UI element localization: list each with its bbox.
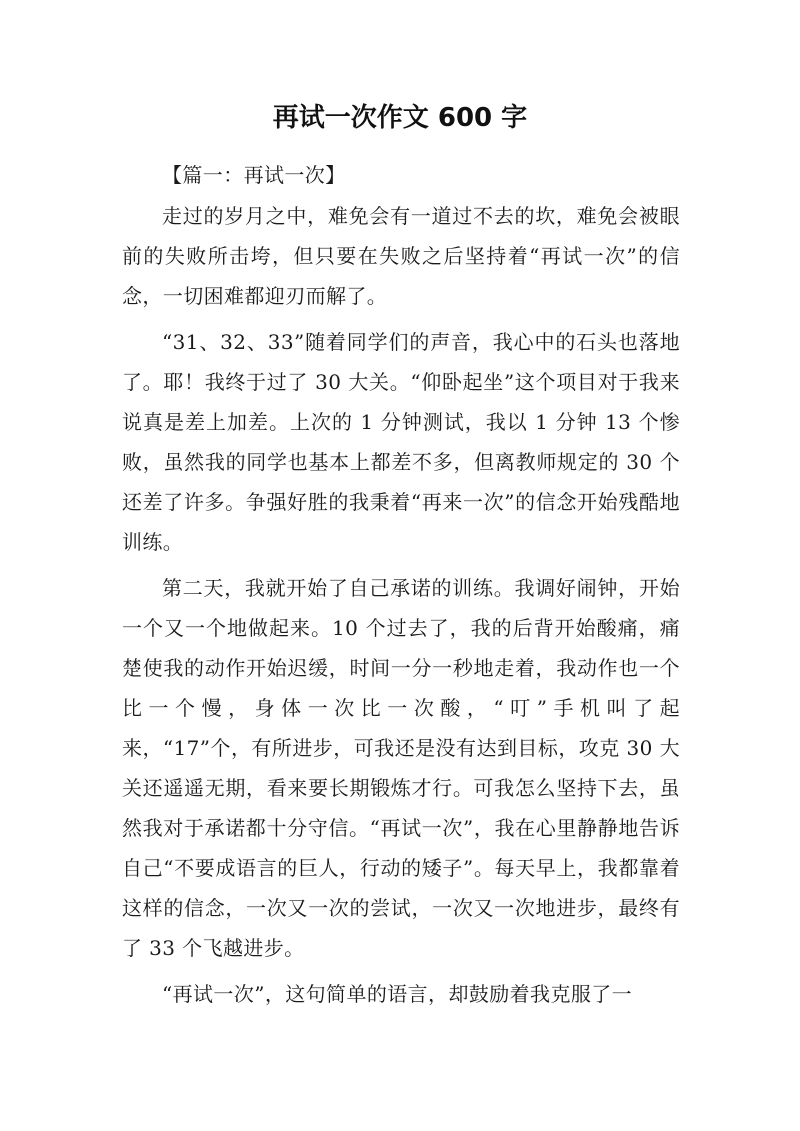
paragraph-1: 走过的岁月之中，难免会有一道过不去的坎，难免会被眼前的失败所击垮，但只要在失败之后坚持着“再试一次”的信念，一切困难都迎刃而解了。 [122,204,680,308]
paragraph-3: 第二天，我就开始了自己承诺的训练。我调好闹钟，开始一个又一个地做起来。10 个过去了，我的后背开始酸痛，痛楚使我的动作开始迟缓，时间一分一秒地走着，我动作也一个比一个慢，身体一次比一次酸，“叮”手机叫了起来，“17”个，有所进步，可我还是没有达到目标，攻克 30 大关还遥遥无期，看来要长期锻炼才行。可我怎么坚持下去，虽然我对于承诺都十分守信。“再试一次”，我在心里静静地告诉自己“不要成语言的巨人，行动的矮子”。每天早上，我都靠着这样的信念，一次又一次的尝试，一次又一次地进步，最终有了 33 个飞越进步。 [122,576,680,960]
paragraph-4: “再试一次”，这句简单的语言，却鼓励着我克服了一 [162,982,633,1006]
document-body [122,160,680,1020]
paragraph-2: “31、32、33”随着同学们的声音，我心中的石头也落地了。耶！我终于过了 30 大关。“仰卧起坐”这个项目对于我来说真是差上加差。上次的 1 分钟测试，我以 1 分钟 13 个惨败，虽然我的同学也基本上都差不多，但离教师规定的 30 个还差了许多。争强好胜的我秉着“再来一次”的信念开始残酷地训练。 [122,330,680,554]
document-title: 再试一次作文 600 字 [272,103,528,133]
section-heading: 【篇一：再试一次】 [162,163,346,187]
